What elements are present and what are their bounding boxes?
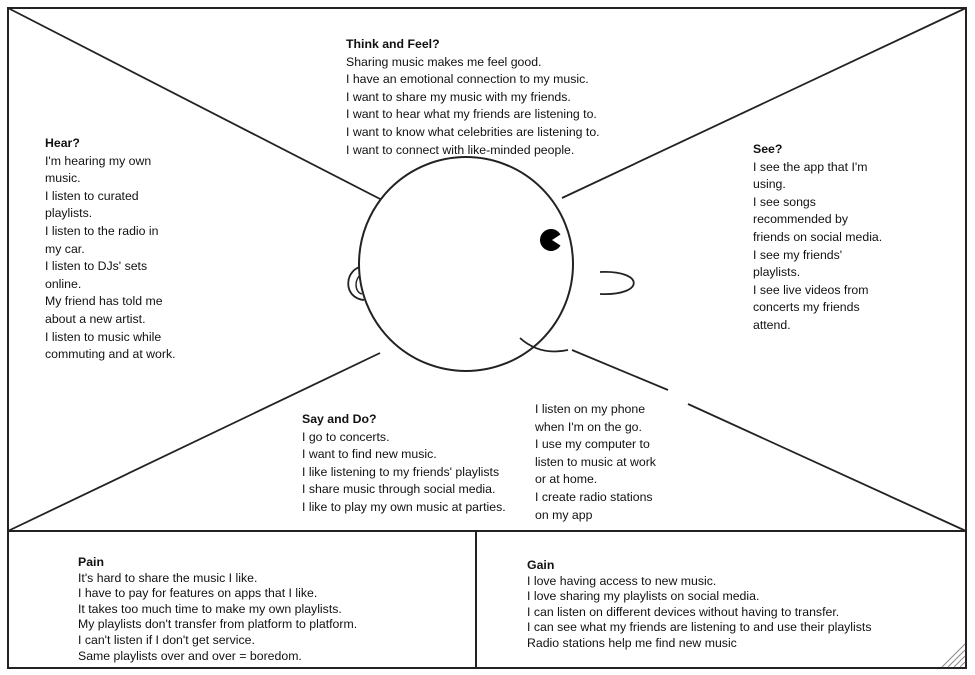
see-line: concerts my friends [753, 300, 860, 315]
hear-line: My friend has told me [45, 294, 163, 309]
say-do-title: Say and Do? [302, 412, 377, 426]
think-feel-section [346, 36, 600, 159]
diagonal-bottom-right-lower [688, 404, 966, 531]
pain-line: It takes too much time to make my own playlists. [78, 601, 342, 616]
corner-hatch-1 [942, 644, 965, 667]
hear-line: I listen to curated [45, 188, 139, 203]
think-feel-line: I want to share my music with my friends. [346, 89, 571, 104]
say-do-line: I listen on my phone [535, 402, 646, 416]
pain-title: Pain [78, 555, 104, 569]
pain-line: It's hard to share the music I like. [78, 570, 258, 585]
hear-line: I listen to the radio in [45, 223, 159, 238]
nose [600, 272, 634, 294]
gain-line: I can listen on different devices without having to transfer. [527, 604, 840, 619]
hear-line: about a new artist. [45, 311, 146, 326]
pain-line: I have to pay for features on apps that I like. [78, 586, 318, 601]
see-line: playlists. [753, 265, 801, 280]
hear-title: Hear? [45, 136, 80, 150]
gain-section [527, 558, 922, 652]
say-do-line: I go to concerts. [302, 429, 390, 444]
pain-section [78, 555, 357, 664]
see-line: using. [753, 177, 786, 192]
gain-line: I can see what my friends are listening to and use their playlists [527, 620, 872, 635]
pain-line: Same playlists over and over = boredom. [78, 648, 302, 663]
say-do-line: I want to find new music. [302, 447, 437, 462]
think-feel-line: I want to know what celebrities are listening to. [346, 124, 600, 139]
hear-line: I listen to music while [45, 329, 162, 344]
corner-hatch-3 [954, 656, 965, 667]
see-section [753, 141, 882, 335]
say-do-line: I use my computer to [535, 437, 650, 452]
say-do-line: I like listening to my friends' playlists [302, 464, 500, 479]
head [359, 157, 573, 371]
see-line: I see my friends' [753, 247, 843, 262]
diagonal-bottom-right [572, 350, 668, 390]
think-feel-line: I want to hear what my friends are listening to. [346, 107, 597, 122]
gain-title: Gain [527, 558, 555, 572]
say-do-line: on my app [535, 507, 593, 522]
gain-line: Radio stations help me find new music [527, 635, 737, 650]
see-line: friends on social media. [753, 229, 883, 244]
say-do-line: I create radio stations [535, 489, 653, 504]
think-feel-line: I want to connect with like-minded people. [346, 142, 575, 157]
corner-hatch-4 [960, 662, 965, 667]
gain-line: I love having access to new music. [527, 573, 717, 588]
say-do-line: I share music through social media. [302, 482, 496, 497]
see-line: I see the app that I'm [753, 159, 868, 174]
hear-line: I'm hearing my own [45, 153, 152, 168]
think-feel-line: I have an emotional connection to my music. [346, 72, 589, 87]
see-line: attend. [753, 317, 791, 332]
think-feel-line: Sharing music makes me feel good. [346, 54, 542, 69]
gain-line: I love sharing my playlists on social media. [527, 589, 760, 604]
hear-line: I listen to DJs' sets [45, 259, 148, 274]
hear-line: my car. [45, 241, 85, 256]
hear-line: music. [45, 171, 81, 186]
think-feel-title: Think and Feel? [346, 37, 440, 51]
see-line: recommended by [753, 212, 849, 227]
say-do-line: I like to play my own music at parties. [302, 499, 506, 514]
pain-line: I can't listen if I don't get service. [78, 632, 255, 647]
hear-line: online. [45, 276, 82, 291]
see-title: See? [753, 142, 783, 156]
say-do-section [302, 411, 506, 517]
say-do-line: when I'm on the go. [535, 419, 642, 434]
say-do-section-2 [535, 401, 656, 524]
see-line: I see songs [753, 194, 816, 209]
see-line: I see live videos from [753, 282, 869, 297]
say-do-line: or at home. [535, 472, 598, 487]
pain-line: My playlists don't transfer from platform to platform. [78, 617, 358, 632]
hear-section [45, 135, 176, 364]
hear-line: commuting and at work. [45, 347, 176, 362]
say-do-line: listen to music at work [535, 454, 656, 469]
hear-line: playlists. [45, 206, 93, 221]
